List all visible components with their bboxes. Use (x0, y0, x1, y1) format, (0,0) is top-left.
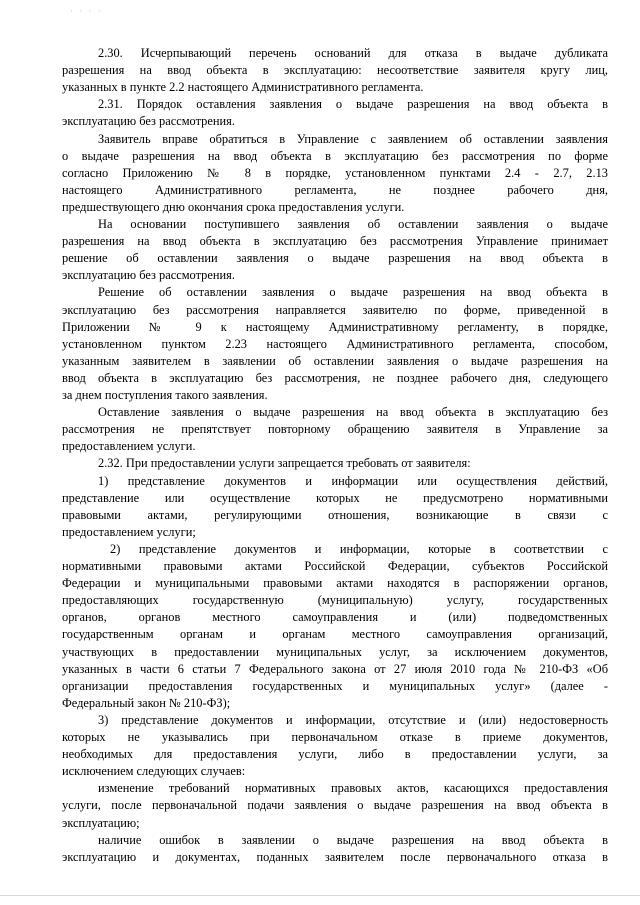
text-line: Приложении № 9 к настоящему Административному регламенту, в порядке, (62, 319, 608, 334)
text-line: исключением следующих случаев: (62, 764, 246, 779)
text-line: ввод объекта в эксплуатацию без рассмотрения, не позднее рабочего дня, следующего (62, 370, 608, 385)
text-line: органов, органов местного самоуправления и (или) подведомственных (62, 610, 608, 625)
text-line: 2.32. При предоставлении услуги запрещается требовать от заявителя: (98, 456, 471, 471)
text-line: разрешения на ввод объекта в эксплуатацию: несоответствие заявителя кругу лиц, (62, 63, 608, 78)
text-line: решение об оставлении заявления о выдаче разрешения на ввод объекта в (62, 251, 608, 266)
text-line: согласно Приложению № 8 в порядке, установленном пунктами 2.4 - 2.7, 2.13 (62, 165, 608, 180)
text-line: которых не указывались при первоначальном отказе в приеме документов, (62, 730, 608, 744)
text-line: предшествующего дню окончания срока предоставления услуги. (62, 199, 405, 214)
text-line: Федеральный закон № 210-ФЗ); (62, 695, 231, 710)
text-line: указанных в части 6 статьи 7 Федерального закона от 27 июля 2010 года № 210-ФЗ «Об (62, 661, 608, 676)
text-line: предоставляющих государственную (муниципальную) услугу, государственных (62, 593, 608, 608)
text-line: государственным органам и органам местного самоуправления организаций, (62, 627, 608, 642)
text-line: указанным заявителем в заявлении об оставлении заявления о выдаче разрешения на (62, 353, 608, 368)
text-line: эксплуатацию без рассмотрения. (62, 268, 235, 283)
text-line: эксплуатацию и документах, поданных заявителем после первоначального отказа в (62, 849, 608, 864)
text-line: На основании поступившего заявления об оставлении заявления о выдаче (98, 217, 608, 231)
text-line: эксплуатацию без рассмотрения. (62, 114, 235, 129)
text-line: необходимых для предоставления услуги, либо в предоставлении услуги, за (62, 747, 608, 762)
text-line: Решение об оставлении заявления о выдаче разрешения на ввод объекта в (98, 285, 608, 300)
text-line: разрешения на ввод объекта в эксплуатацию без рассмотрения Управление принимает (62, 234, 608, 249)
scan-bottom-edge (0, 895, 640, 896)
text-line: 3) представление документов и информации, отсутствие и (или) недостоверность (98, 712, 608, 727)
text-line: 2.31. Порядок оставления заявления о выдаче разрешения на ввод объекта в (98, 97, 608, 112)
text-line: правовыми актами, регулирующими отношения, возникающие в связи с (62, 507, 608, 522)
text-line: Заявитель вправе обратиться в Управление с заявлением об оставлении заявления (98, 131, 608, 146)
text-line: настоящего Административного регламента, не позднее рабочего дня, (62, 182, 608, 197)
text-line: рассмотрения не препятствует повторному обращению заявителя в Управление за (62, 422, 608, 437)
text-line: организации предоставления государственных и муниципальных услуг» (далее - (62, 678, 608, 693)
text-line: 2) представление документов и информации, которые в соответствии с (110, 541, 608, 556)
text-line: наличие ошибок в заявлении о выдаче разрешения на ввод объекта в (98, 832, 608, 847)
text-line: установленном пунктом 2.23 настоящего Административного регламента, способом, (62, 336, 608, 351)
text-line: эксплуатацию; (62, 815, 140, 830)
text-line: эксплуатацию без рассмотрения направляется заявителю по форме, приведенной в (62, 302, 608, 317)
text-line: 2.30. Исчерпывающий перечень оснований для отказа в выдаче дубликата (98, 46, 608, 60)
text-line: участвующих в предоставлении муниципальных услуг, за исключением документов, (62, 644, 608, 659)
text-line: указанных в пункте 2.2 настоящего Административного регламента. (62, 80, 424, 95)
scan-artifact: · · · · (70, 6, 103, 16)
text-line: Оставление заявления о выдаче разрешения на ввод объекта в эксплуатацию без (98, 405, 608, 420)
text-line: за днем поступления такого заявления. (62, 388, 268, 402)
text-line: представление или осуществление которых не предусмотрено нормативными (62, 490, 608, 505)
text-line: изменение требований нормативных правовых актов, касающихся предоставления (98, 781, 608, 796)
text-line: нормативными правовыми актами Российской Федерации, субъектов Российской (62, 559, 608, 573)
text-line: 1) представление документов и информации или осуществления действий, (98, 473, 608, 488)
text-line: предоставлением услуги; (62, 524, 196, 539)
text-line: услуги, после первоначальной подачи заявления о выдаче разрешения на ввод объекта в (62, 798, 608, 813)
text-line: предоставлением услуги. (62, 439, 196, 454)
text-line: о выдаче разрешения на ввод объекта в эксплуатацию без рассмотрения по форме (62, 148, 608, 163)
text-line: Федерации и муниципальными правовыми актами находятся в распоряжении органов, (62, 576, 608, 591)
